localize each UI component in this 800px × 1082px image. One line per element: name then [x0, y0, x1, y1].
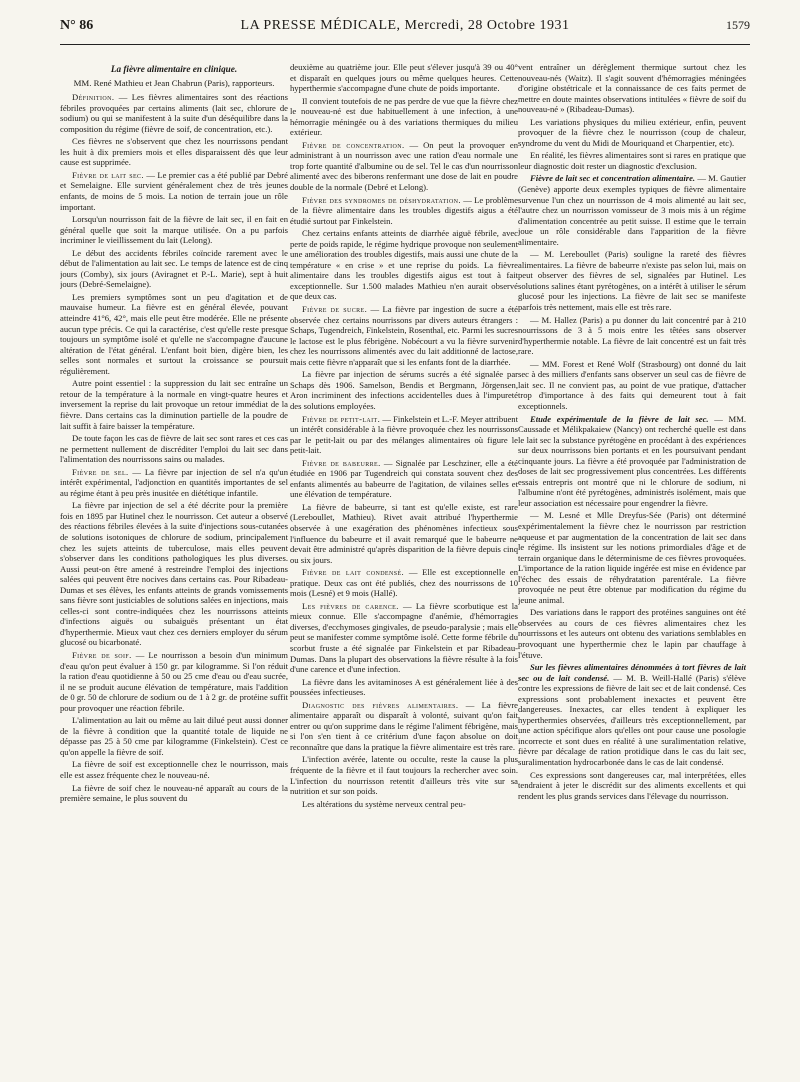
- paragraph: [290, 62, 518, 94]
- paragraph: [60, 715, 288, 757]
- paragraph-text: Ces fièvres ne s'observent que chez les nourrissons pendant les huit à dix premiers mois et elles disparaissent dès que leur cause est supprimée.: [60, 136, 288, 168]
- paragraph: [290, 502, 518, 565]
- rapporteurs-line: MM. René Mathieu et Jean Chabrun (Paris), rapporteurs.: [73, 77, 275, 88]
- paragraph-lead: Diagnostic des fièvres alimentaires.: [302, 699, 459, 710]
- paragraph: [60, 136, 288, 168]
- paragraph-lead: Sur les fièvres alimentaires dénommées à tort fièvres de lait sec ou de lait condensé.: [518, 662, 746, 683]
- subsection-paragraph: [290, 700, 518, 753]
- paragraph: [518, 117, 746, 149]
- journal-title: LA PRESSE MÉDICALE, Mercredi, 28 Octobre 1931: [240, 18, 570, 33]
- paragraph: [518, 249, 746, 312]
- paragraph: [518, 510, 746, 605]
- paragraph: [290, 228, 518, 302]
- paragraph: [518, 607, 746, 660]
- paragraph: [290, 754, 518, 796]
- subsection-paragraph: [290, 458, 518, 500]
- paragraph-lead: Fièvre de lait sec.: [72, 169, 144, 180]
- paragraph: [60, 433, 288, 465]
- paragraph: [290, 369, 518, 411]
- paragraph: [60, 378, 288, 431]
- paragraph-text: Chez certains enfants atteints de diarrhée aiguë fébrile, avec perte de poids rapide, le régime hydrique provoque non seulement une amélioration des troubles digestifs, mais aussi une chute de la température « en crise » et une reprise du poids. La fièvre alimentaire dans les troubles digestifs aigus est tout à fait exceptionnelle. Sur 1.500 malades Mathieu n'en aurait observé que deux cas.: [290, 228, 518, 302]
- subsection-paragraph: [290, 304, 518, 367]
- paragraph-text: — M. Hallez (Paris) a pu donner du lait concentré par à 210 nourrissons de 3 à 5 mois entre les têtées sans observer d'hyperthermie notable. La fièvre de lait concentré est un fait très rare.: [518, 314, 746, 357]
- paragraph-text: — Le problème de la fièvre alimentaire dans les troubles digestifs aigus a été étudié surtout par Finkelstein.: [290, 194, 518, 226]
- subsection-paragraph: [290, 414, 518, 456]
- paragraph-text: — M. Lereboullet (Paris) souligne la rareté des fièvres alimentaires. La fièvre de babeurre n'existe pas selon lui, mais on peut observer des fièvres de sel, signalées par Hutinel. Les solutions salines étant pyrétogènes, on a intérêt à utiliser le sérum glucosé pour les injections. La fièvre de lait sec se manifeste parfois très nettement, mais elle est très rare.: [518, 249, 746, 313]
- subsection-paragraph: [518, 414, 746, 509]
- page-header: [60, 18, 750, 45]
- paragraph: [60, 292, 288, 376]
- subsection-paragraph: [290, 601, 518, 675]
- paragraph-text: deuxième au quatrième jour. Elle peut s'élever jusqu'à 39 ou 40° et disparaît en quelques jours ou même quelques heures. Cette hyperthermie s'accompagne d'une chute de poids importante.: [290, 62, 518, 94]
- paragraph: [60, 248, 288, 290]
- paragraph-text: Des variations dans le rapport des protéines sanguines ont été observées au cours de ces fièvres alimentaires chez les nourrissons et les auteurs ont obtenu des variations semblables en provoquant une hyperthermie chez le lapin par chauffage à l'étuve.: [518, 607, 746, 660]
- subsection-paragraph: [60, 170, 288, 212]
- paragraph-lead: Fièvre de sel.: [72, 466, 129, 477]
- paragraph-text: Ces expressions sont dangereuses car, mal interprétées, elles tendraient à jeter le discrédit sur des aliments excellents et qui rendent les plus grands services dans l'élevage du nourrisson.: [518, 769, 746, 801]
- paragraph: [290, 677, 518, 698]
- paragraph: [60, 783, 288, 804]
- paragraph: [60, 214, 288, 246]
- text-column-1: [60, 62, 288, 1067]
- paragraph-lead: Définition.: [72, 92, 115, 103]
- subsection-paragraph: [290, 140, 518, 193]
- paragraph-text: Les premiers symptômes sont un peu d'agitation et de mauvaise humeur. La fièvre est en général élevée, pouvant atteindre 41°6, 42°, mais elle peut être modérée. Elle ne présente aucun type précis. Ce qui la caractérise, c'est qu'elle reste presque toujours un symptôme isolé et qu'elle ne s'accompagne d'aucune altération de l'état général. L'enfant boit bien, digère bien, les selles sont normales et surtout la croissance se poursuit régulièrement.: [60, 291, 288, 376]
- paragraph-text: Le début des accidents fébriles coïncide rarement avec le début de l'alimentation au lait sec. Le temps de latence est de cinq jours (Comby), six jours (Aviragnet et P.-L. Marie), sept à huit jours (Debré-Semelaigne).: [60, 247, 288, 290]
- paragraph-text: — M. Lesné et Mlle Dreyfus-Sée (Paris) ont déterminé expérimentalement la fièvre chez le nourrisson par restriction aqueuse et par augmentation de la concentration de lait sec dans le régime. Ils insistent sur les notions primordiales d'âge et de terrain organique dans le déterminisme de ces fièvres provoquées. L'importance de la ration liquide ingérée est mise en évidence par l'échec des essais de réhydratation parentérale. La fièvre provoquée ne peut être obtenue par modification du régime du jeune animal.: [518, 510, 746, 605]
- paragraph-text: L'alimentation au lait ou même au lait dilué peut aussi donner de la fièvre à condition que la quantité totale de liquide ne dépasse pas 25 à 50 cme par kilogramme (Finkelstein). C'est ce qu'on appelle la fièvre de soif.: [60, 715, 288, 757]
- paragraph-text: — La fièvre scorbutique est la mieux connue. Elle s'accompagne d'anémie, d'hémorragies diverses, d'ecchymoses gingivales, de pseudo-paralysie ; mais elle peut se manifester comme symptôme isolé. Cette forme fébrile du scorbut fruste a été signalée par Finkelstein et par Ribadeau-Dumas. Dans la plupart des observations la fièvre résulte à la fois d'une carence et d'une infection.: [290, 600, 518, 675]
- paragraph: [518, 150, 746, 171]
- subsection-paragraph: [290, 195, 518, 227]
- paragraph: [518, 62, 746, 115]
- paragraph: [290, 799, 518, 810]
- subsection-paragraph: [60, 650, 288, 713]
- paragraph-text: — Signalée par Leschziner, elle a été étudiée en 1906 par Tugendreich qui constata souvent chez des enfants alimentés au babeurre de l'agitation, de vilaines selles et une élévation de température.: [290, 457, 518, 500]
- text-column-3: [518, 62, 746, 1067]
- paragraph-text: Lorsqu'un nourrisson fait de la fièvre de lait sec, il en fait en général quelle que soit la marque utilisée. On a pu parfois incriminer le vieillissement du lait (Lelong).: [60, 214, 288, 246]
- paragraph-text: La fièvre de soif est exceptionnelle chez le nourrisson, mais elle est assez fréquente chez le nouveau-né.: [60, 759, 288, 780]
- subsection-paragraph: [290, 567, 518, 599]
- paragraph-text: — On peut la provoquer en administrant à un nourrisson avec une ration d'eau normale une trop forte quantité d'albumine ou de sel. Tel le cas d'un nourrisson alimenté avec des biberons renfermant une dose de lait en poudre double de la normale (Debré et Lelong).: [290, 139, 518, 193]
- subsection-paragraph: [60, 92, 288, 134]
- text-column-2: [290, 62, 518, 1067]
- paragraph: [518, 315, 746, 357]
- paragraph-text: — Les fièvres alimentaires sont des réactions fébriles provoquées par certains aliments (lait sec, chlorure de sodium) ou qui se manifestent à la suite d'un déséquilibre dans la composition du régime (fièvre de soif, de concentration, etc.).: [60, 92, 288, 134]
- paragraph-text: vent entraîner un dérèglement thermique surtout chez les nouveau-nés (Waitz). Il s'agit souvent d'hémorragies méningées d'origine obstétricale et la connaissance de ces faits permet de mettre en doute maintes observations intitulées « fièvre de soif du nouveau-né » (Ribadeau-Dumas).: [518, 62, 746, 115]
- paragraph-text: — La fièvre alimentaire apparaît ou disparaît à volonté, suivant qu'on fait entrer ou qu'on supprime dans le régime l'aliment fébrigène, mais si l'on s'en tient à ce critérium d'une façon absolue on doit reconnaître que dans la pratique la fièvre alimentaire est très rare.: [290, 699, 518, 752]
- paragraph-lead: Fièvre de concentration.: [302, 139, 405, 150]
- paragraph-text: De toute façon les cas de fièvre de lait sec sont rares et ces cas ne permettent nullement de discréditer l'emploi du lait sec dans l'alimentation des nourrissons sains ou malades.: [60, 433, 288, 465]
- section-title: La fièvre alimentaire en clinique.: [110, 64, 238, 74]
- paragraph-text: En réalité, les fièvres alimentaires sont si rares en pratique que leur diagnostic doit rester un diagnostic d'exclusion.: [518, 150, 746, 171]
- paragraph-text: — M. B. Weill-Hallé (Paris) s'élève contre les expressions de fièvre de lait sec et de lait condensé. Ces expressions sont probablement inexactes et peuvent être dangereuses. Inexactes, car elles tendent à expliquer les hyperthermies observées, d'ailleurs très exceptionnellement, par une action spécifique alors qu'elles ont pour cause une posologie incorrecte et sont dues en réalité à une suralimentation relative, fièvre par décalage de ration protidique dans le cas du lait sec, suralimentation hydrocarbonée dans le cas de lait condensé.: [518, 672, 746, 767]
- paragraph-text: — Le nourrisson a besoin d'un minimum d'eau qu'on peut évaluer à 150 gr. par kilogramme. Si l'on réduit la ration d'eau quotidienne à 50 ou 25 cme d'eau ou d'eau sucrée, il ne se produit aucune élévation de température, mais l'addition de 0 gr. 50 de chlorure de sodium ou de 1 à 2 gr. de protéine suffit pour provoquer une réaction fébrile.: [60, 649, 288, 713]
- paragraph-text: Il convient toutefois de ne pas perdre de vue que la fièvre chez le nouveau-né est due habituellement à une infection, à une hémorragie méningée ou à des variations thermiques du milieu extérieur.: [290, 95, 518, 138]
- paragraph-lead: Fièvre de lait condensé.: [302, 567, 405, 578]
- paragraph-lead: Fièvre de sucre.: [302, 304, 368, 315]
- paragraph-text: La fièvre de babeurre, si tant est qu'elle existe, est rare (Lereboullet, Mathieu). Rivet avait attribué l'hyperthermie observée à une exagération des phénomènes infectieux sous l'influence du babeurre et il avait remarqué que le babeurre ne devait être administré qu'après disparition de la fièvre depuis cinq ou six jours.: [290, 501, 518, 565]
- paragraph-text: Les variations physiques du milieu extérieur, enfin, peuvent provoquer de la fièvre chez le nourrisson (coup de chaleur, syndrome du vent du Midi de Mouriquand et Charpentier, etc).: [518, 116, 746, 148]
- paragraph-text: — Elle est exceptionnelle en pratique. Deux cas ont été publiés, chez des nourrissons de 10 mois (Lesné) et 9 mois (Hallé).: [290, 567, 518, 599]
- paragraph-text: La fièvre par injection de sel a été décrite pour la première fois en 1895 par Hutinel chez le nourrisson. Cet auteur a observé des réactions fébriles élevées à la suite d'injections sous-cutanées de solutions isotoniques de chlorure de sodium, principalement chez les sujets atteints de tuberculose, mais elles peuvent s'observer dans les conditions pathologiques les plus diverses. Aussi peut-on être amené à restreindre l'emploi des injections salées qui peuvent être nocives dans certains cas. Pour Ribadeau-Dumas et ses élèves, les enfants atteints de grands vomissements sans fièvre sont justiciables de solutions salées en injections, mais celles-ci sont contre-indiquées chez les nourrissons atteints d'infections aiguës ou subaiguës présentant un état d'hyperthermie. Mieux vaut chez ces derniers employer du sérum glucosé ou bicarbonaté.: [60, 500, 288, 648]
- paragraph-text: La fièvre par injection de sérums sucrés a été signalée par Schaps dès 1906. Samelson, Bendis et Bergmann, Jörgensen, Aron incriminent des infections accidentelles dues à l'impureté des solutions employées.: [290, 369, 518, 411]
- subsection-paragraph: [518, 173, 746, 247]
- paragraph-lead: Fièvre de babeurre.: [302, 457, 381, 468]
- paragraph: [518, 770, 746, 802]
- paragraph-text: — Finkelstein et L.-F. Meyer attribuent un intérêt considérable à la fièvre provoquée chez les nourrissons par le petit-lait ou par des mélanges alimentaires où figure le petit-lait.: [290, 413, 518, 456]
- paragraph: [60, 759, 288, 780]
- paragraph-text: — Le premier cas a été publié par Debré et Semelaigne. Elle survient généralement chez de très jeunes enfants, de moins de 5 mois. La notion de terrain joue un rôle important.: [60, 169, 288, 212]
- subsection-paragraph: [518, 662, 746, 767]
- paragraph-text: Autre point essentiel : la suppression du lait sec entraîne un retour de la température à la normale en vingt-quatre heures et inversement la reprise du lait provoque un retour immédiat de la fièvre. Dans certains cas la diminution partielle de la poudre de lait suffit à faire baisser la température.: [60, 378, 288, 431]
- paragraph-text: La fièvre de soif chez le nouveau-né apparaît au cours de la première semaine, le plus souvent du: [60, 782, 288, 804]
- paragraph-text: — MM. Forest et René Wolf (Strasbourg) ont donné du lait sec à des milliers d'enfants sans observer un seul cas de fièvre de lait sec. Il ne convient pas, au point de vue pratique, d'attacher trop d'importance à des faits qui demeurent tout à fait exceptionnels.: [518, 358, 746, 411]
- paragraph-text: — MM. Caussade et Mélikpakaiew (Nancy) ont recherché quelle est dans le lait sec la substance pyrétogène en procédant à des expériences sur deux nourrissons bien portants et en les poursuivant pendant cinquante jours. La fièvre a été provoquée par l'administration de doses de lait sec progressivement plus concentrées. Les différents essais entrepris ont montré que ni le chlorure de sodium, ni l'albumine n'ont été pyrétogènes, administrés isolément, mais que leur association est nécessaire pour engendrer la fièvre.: [518, 413, 746, 508]
- paragraph-text: — La fièvre par injection de sel n'a qu'un intérêt expérimental, l'adjonction en quantités importantes de sel au régime étant à peu près inusitée en diététique infantile.: [60, 466, 288, 498]
- paragraph-lead: Fièvre de soif.: [72, 649, 132, 660]
- paragraph-text: Les altérations du système nerveux central peu-: [302, 798, 466, 809]
- paragraph: [290, 96, 518, 138]
- paragraph-lead: Fièvre de lait sec et concentration alimentaire.: [530, 173, 696, 184]
- paragraph-text: L'infection avérée, latente ou occulte, reste la cause la plus fréquente de la fièvre et il faut toujours la rechercher avec soin. L'infection du nourrisson retentit d'ailleurs très vite sur sa nutrition et sur son poids.: [290, 754, 518, 797]
- issue-number: N° 86: [60, 18, 94, 33]
- paragraph-lead: Etude expérimentale de la fièvre de lait sec.: [530, 413, 709, 424]
- subsection-paragraph: [60, 467, 288, 499]
- paragraph-lead: Fièvre de petit-lait.: [302, 413, 381, 424]
- paragraph-lead: Fièvre des syndromes de déshydratation.: [302, 194, 461, 205]
- paragraph-text: — La fièvre par ingestion de sucre a été observée chez certains nourrissons par divers auteurs étrangers : Schaps, Tugendreich, Finkelstein, Rosenthal, etc. Parmi les sucres le lactose est le plus fébrigène. Nobécourt a vu la fièvre survenir chez les nourrissons alimentés avec du lait additionné de lactose, mais cette fièvre n'apparaît que si les enfants font de la diarrhée.: [290, 304, 518, 367]
- paragraph-text: — M. Gautier (Genève) apporte deux exemples typiques de fièvre alimentaire survenue l'un chez un nourrisson de 4 mois alimenté au lait sec, l'autre chez un nourrisson vomisseur de 3 mois mis à un régime d'alimentation concentrée au petit suisse. Il estime que le terrain joue un rôle considérable dans l'apparition de la fièvre alimentaire.: [518, 173, 746, 247]
- paragraph-text: La fièvre dans les avitaminoses A est généralement liée à des poussées infectieuses.: [290, 676, 518, 698]
- paragraph: [518, 359, 746, 412]
- paragraph: [60, 500, 288, 648]
- page-number: 1579: [726, 18, 750, 32]
- paragraph-lead: Les fièvres de carence.: [302, 600, 399, 611]
